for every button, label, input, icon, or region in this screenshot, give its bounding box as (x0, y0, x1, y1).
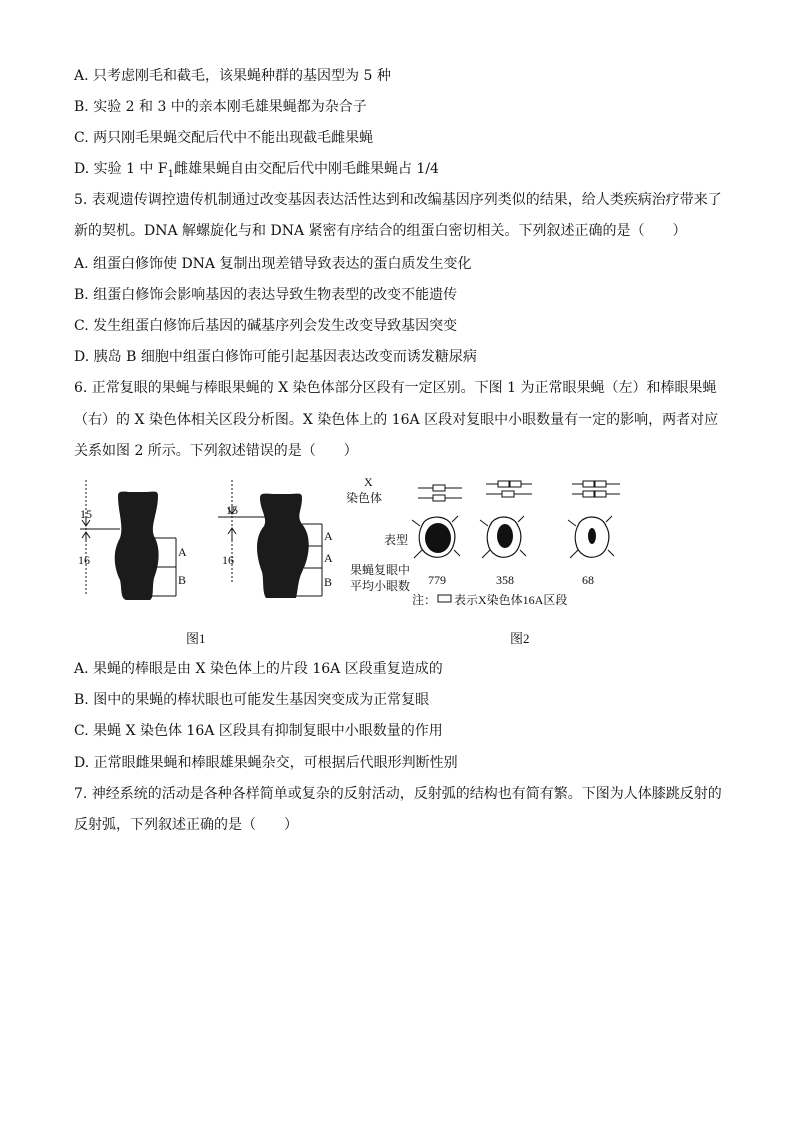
fig1-right-label-A2: A (324, 551, 333, 565)
fig1-left-label-B: B (178, 573, 187, 587)
fig2-count-bar: 358 (496, 573, 514, 587)
fig1-right-label-15: 15 (226, 503, 238, 517)
q4-option-c: C. 两只刚毛果蝇交配后代中不能出现截毛雌果蝇 (74, 130, 374, 146)
q6-option-b: B. 图中的果蝇的棒状眼也可能发生基因突变成为正常复眼 (74, 692, 430, 708)
q5-option-c: C. 发生组蛋白修饰后基因的碱基序列会发生改变导致基因突变 (74, 318, 458, 334)
q5-stem-line2: 新的契机。DNA 解螺旋化与和 DNA 紧密有序结合的组蛋白密切相关。下列叙述正确的是（ ） (74, 223, 687, 239)
fig2-eye-double-bar (568, 516, 614, 558)
q4-option-d-post: 雌雄果蝇自由交配后代中刚毛雌果蝇占 1/4 (173, 161, 439, 177)
q4-option-b: B. 实验 2 和 3 中的亲本刚毛雄果蝇都为杂合子 (74, 99, 367, 115)
fig2-chromosome-bar (486, 481, 532, 497)
figure-2 (340, 474, 640, 614)
q4-option-a: A. 只考虑刚毛和截毛，该果蝇种群的基因型为 5 种 (74, 68, 391, 84)
fig1-left-label-16: 16 (78, 553, 90, 567)
fig2-x-label: X (364, 475, 373, 489)
q7-stem-line2: 反射弧，下列叙述正确的是（ ） (74, 817, 298, 833)
fig2-count-label-1: 果蝇复眼中 (350, 563, 411, 577)
fig1-left-label-15: 15 (80, 507, 92, 521)
fig2-chromosome-double-bar (572, 481, 620, 497)
fig1-right-label-16: 16 (222, 553, 234, 567)
fig1-right-label-A1: A (324, 529, 333, 543)
fig2-chromosome-label: 染色体 (346, 491, 383, 505)
q6-option-d: D. 正常眼雌果蝇和棒眼雄果蝇杂交，可根据后代眼形判断性别 (74, 755, 458, 771)
fig2-note-box-icon (438, 595, 451, 602)
figure-2-caption: 图2 (510, 631, 530, 646)
q6-option-c: C. 果蝇 X 染色体 16A 区段具有抑制复眼中小眼数量的作用 (74, 723, 443, 739)
q5-option-b: B. 组蛋白修饰会影响基因的表达导致生物表型的改变不能遗传 (74, 287, 458, 303)
fig2-count-normal: 779 (428, 573, 446, 587)
fig2-chromosome-normal (418, 485, 462, 501)
fig2-eye-normal (412, 516, 460, 558)
fig2-eye-bar (480, 516, 526, 558)
q4-option-d-pre: D. 实验 1 中 F (74, 161, 168, 177)
q6-stem-line1: 6. 正常复眼的果蝇与棒眼果蝇的 X 染色体部分区段有一定区别。下图 1 为正常眼果蝇（左）和棒眼果蝇 (74, 380, 717, 396)
fig2-note-prefix: 注： (412, 593, 437, 607)
q5-option-d: D. 胰岛 B 细胞中组蛋白修饰可能引起基因表达改变而诱发糖尿病 (74, 349, 477, 365)
q4-option-d (74, 159, 439, 185)
fig2-count-double-bar: 68 (582, 573, 594, 587)
fig2-note-text: 表示X染色体16A区段 (454, 593, 568, 607)
q5-stem-line1: 5. 表观遗传调控遗传机制通过改变基因表达活性达到和改编基因序列类似的结果，给人类疾病治疗带来了 (74, 192, 722, 208)
q6-stem-line3: 关系如图 2 所示。下列叙述错误的是（ ） (74, 443, 358, 459)
q5-option-a: A. 组蛋白修饰使 DNA 复制出现差错导致表达的蛋白质发生变化 (74, 256, 472, 272)
fig2-phenotype-label: 表型 (384, 533, 409, 547)
fig1-left-chromosome (115, 492, 159, 600)
figure-1-caption: 图1 (186, 631, 206, 646)
q6-stem-line2: （右）的 X 染色体相关区段分析图。X 染色体上的 16A 区段对复眼中小眼数量有一定的影响，两者对应 (74, 412, 719, 428)
fig1-right-chromosome (257, 494, 309, 598)
fig1-right-label-B: B (324, 575, 333, 589)
q7-stem-line1: 7. 神经系统的活动是各种各样简单或复杂的反射活动，反射弧的结构也有简有繁。下图为人体膝跳反射的 (74, 786, 722, 802)
figure-1 (70, 476, 340, 606)
fig1-right-arrow-up (228, 528, 236, 542)
q4-option-d-sub: 1 (167, 168, 174, 180)
fig1-left-arrow-up (82, 532, 90, 542)
q6-option-a: A. 果蝇的棒眼是由 X 染色体上的片段 16A 区段重复造成的 (74, 661, 443, 677)
fig2-count-label-2: 平均小眼数 (350, 579, 411, 593)
fig1-left-label-A: A (178, 545, 187, 559)
